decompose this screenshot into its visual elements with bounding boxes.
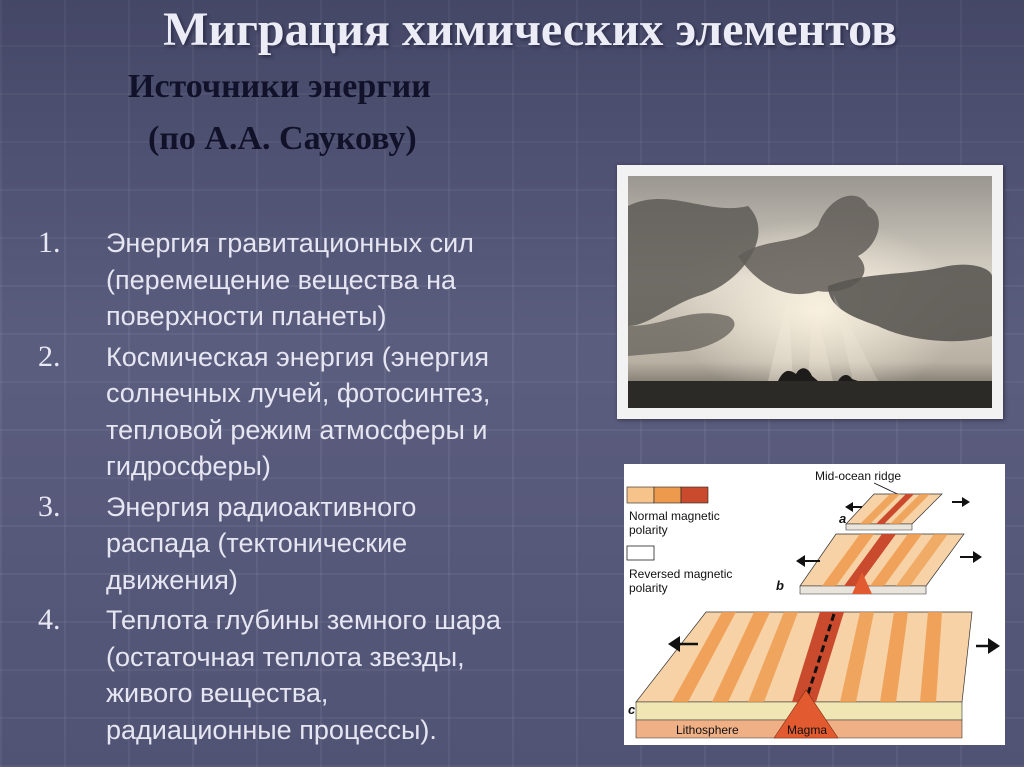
list-item	[38, 489, 598, 599]
mid-ocean-ridge-label: Mid-ocean ridge	[815, 469, 902, 483]
list-number: 4.	[38, 603, 61, 636]
list-line: распада (тектонические	[106, 528, 408, 558]
reversed-polarity-label: Reversed magnetic	[629, 567, 733, 581]
list-number: 3.	[38, 489, 61, 523]
list-line: солнечных лучей, фотосинтез,	[106, 378, 491, 408]
spread-arrow-right-a	[962, 497, 970, 507]
list-line: радиационные процессы).	[106, 714, 437, 745]
list-item	[38, 602, 598, 748]
list-item	[38, 225, 598, 335]
list-line: Теплота глубины земного шара	[106, 605, 501, 635]
spread-arrow-right-b	[973, 551, 982, 563]
reversed-polarity-label: polarity	[629, 581, 668, 595]
normal-polarity-label: polarity	[629, 523, 668, 537]
stage-letter-a: a	[839, 511, 847, 526]
sky-sunrays-photo	[617, 165, 1003, 419]
list-line: гидросферы)	[106, 451, 271, 481]
stage-letter-c: c	[628, 702, 636, 717]
list-line: поверхности планеты)	[106, 301, 387, 331]
normal-polarity-label: Normal magnetic	[629, 509, 720, 523]
list-line: (остаточная теплота звезды,	[106, 641, 465, 672]
energy-sources-list	[38, 225, 598, 752]
legend-swatch-medium	[654, 487, 681, 503]
spread-arrow-left-b	[796, 555, 805, 567]
legend-swatch-light	[627, 487, 654, 503]
legend-swatch-reversed	[627, 546, 654, 560]
list-text	[106, 339, 490, 485]
list-text	[106, 602, 501, 748]
list-item	[38, 339, 598, 485]
seafloor-spreading-diagram	[624, 464, 1005, 745]
list-line: движения)	[106, 564, 238, 595]
list-line: (перемещение вещества на	[106, 264, 457, 295]
subtitle-author: (по А.А. Саукову)	[148, 120, 417, 157]
sky-sunrays-image	[628, 176, 992, 408]
lithosphere-label: Lithosphere	[676, 723, 739, 737]
list-text	[106, 225, 474, 335]
list-number: 1.	[38, 226, 61, 259]
stage-letter-b: b	[776, 578, 784, 593]
seafloor-spreading-figure	[624, 464, 1005, 745]
magma-label: Magma	[787, 723, 828, 737]
list-line: Энергия гравитационных сил	[106, 228, 474, 258]
slide-title: Миграция химических элементов	[163, 3, 897, 56]
spread-arrow-left-c	[668, 636, 680, 652]
list-line: живого вещества,	[106, 678, 329, 708]
list-line: Космическая энергия (энергия	[106, 341, 490, 372]
legend-swatch-dark	[681, 487, 708, 503]
list-number: 2.	[38, 339, 61, 373]
list-line: тепловой режим атмосферы и	[106, 414, 488, 445]
list-line: Энергия радиоактивного	[106, 491, 417, 522]
spread-arrow-right-c	[988, 638, 1000, 654]
subtitle-energy-sources: Источники энергии	[128, 68, 431, 105]
list-text	[106, 489, 416, 599]
